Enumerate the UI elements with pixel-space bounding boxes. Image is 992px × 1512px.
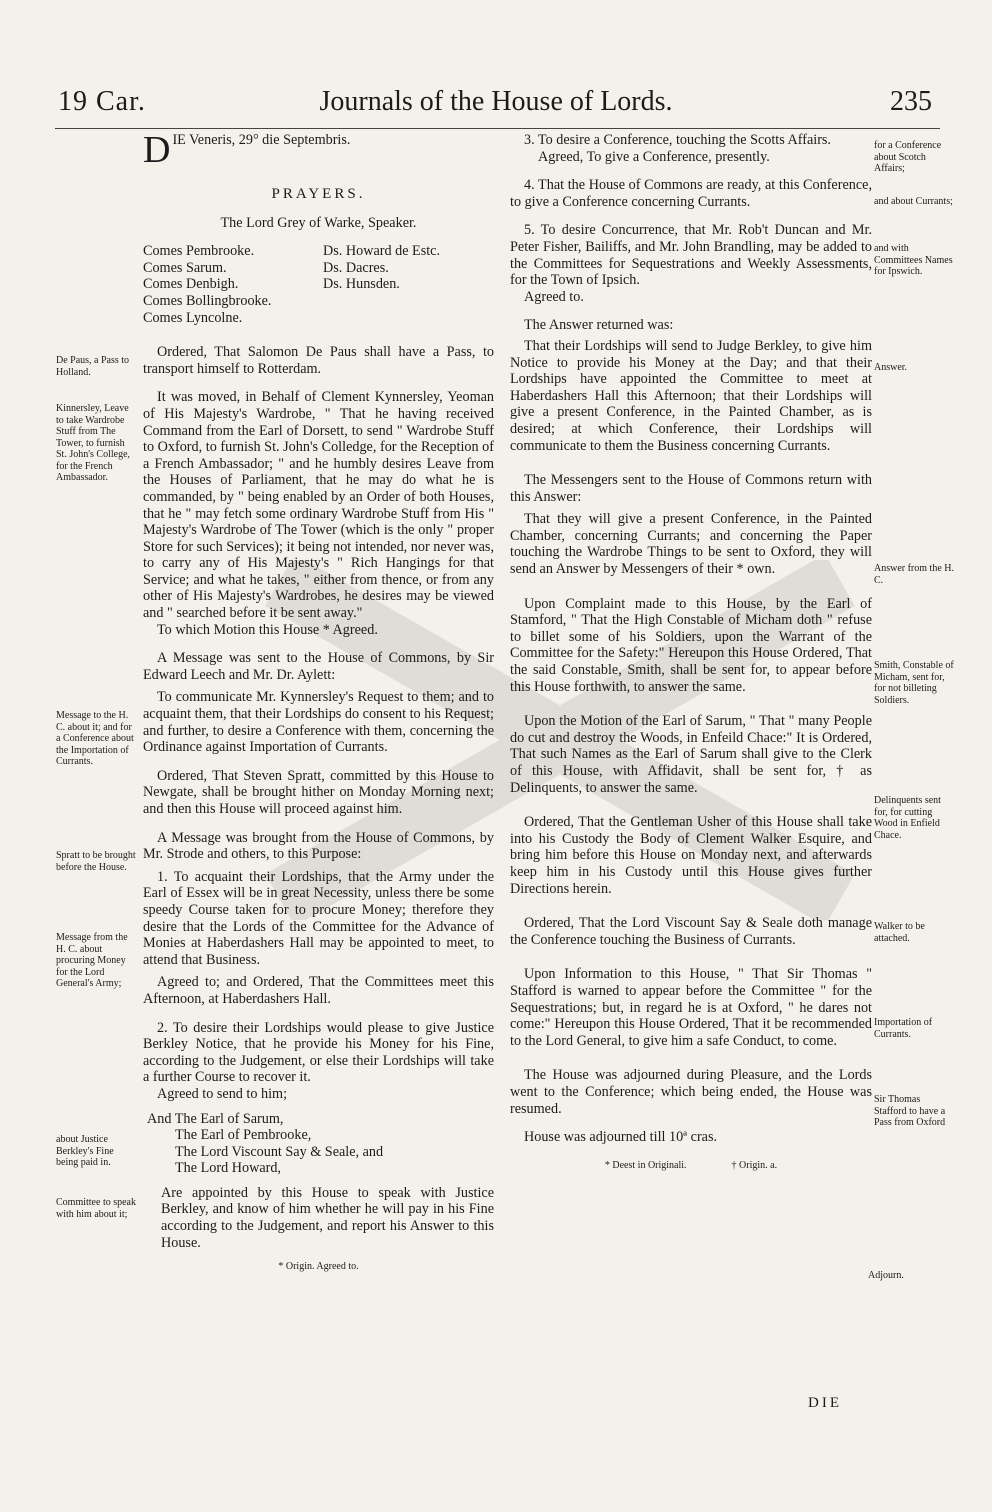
- paragraph: The Answer returned was:: [524, 317, 674, 334]
- paragraph: Upon the Motion of the Earl of Sarum, " That " many People do cut and destroy the Woods, in Enfeild Chace:" It is Ordered, That such Names as the Earl of Sarum shall give to the Clerk of this House, with Affidavit, shall be sent for, † as Delinquents, to answer the same.: [510, 713, 872, 796]
- peer-name: Comes Denbigh.: [143, 276, 239, 293]
- margin-note: Committee to speak with him about it;: [56, 1197, 136, 1220]
- margin-note: Message from the H. C. about procuring Money for the Lord General's Army;: [56, 932, 128, 989]
- drop-cap: D: [143, 129, 171, 171]
- paragraph: It was moved, in Behalf of Clement Kynnersley, Yeoman of His Majesty's Wardrobe, " That he having received Command from the Earl of Dorsett, to send " Wardrobe Stuff to Oxford, to furnish St. John's Colledge, for the Reception of a French Ambassador; " and he humbly desires Leave from the Houses of Parliament, that he may do what he is commanded, by " being enabled by an Order of both Houses, that he " may fetch some ordinary Wardrobe Stuff from His " Majesty's Wardrobe of The Tower (which is the only " proper Store for such Services); it being not intended, nor never was, to carry any of His Majesty's " Rich Hangings for that Service; and what he takes, " either from thence, or from any other of His Majesty's Wardrobes, he desires may be viewed and " searched before it be sent away.": [143, 389, 494, 622]
- committee-list: [143, 1111, 494, 1177]
- paragraph: Upon Information to this House, " That Sir Thomas " Stafford is warned to appear before the Committee " for the Sequestrations; but, in regard he is at Oxford, " he dares not come:" Hereupon this House Ordered, That it be recommended to the Lord General, to give him a safe Conduct, to come.: [510, 966, 872, 1049]
- peer-name: Comes Pembrooke.: [143, 243, 255, 260]
- footnote: * Origin. Agreed to.: [278, 1261, 359, 1273]
- peer-name: Ds. Dacres.: [323, 259, 389, 276]
- margin-note: and with Committees Names for Ipswich.: [874, 243, 953, 277]
- margin-note: Message to the H. C. about it; and for a Conference about the Importation of Currants.: [56, 710, 134, 767]
- paragraph: 3. To desire a Conference, touching the Scotts Affairs.: [524, 132, 831, 148]
- margin-note: Importation of Currants.: [874, 1017, 933, 1040]
- left-column: [143, 129, 494, 1276]
- paragraph: Ordered, That Steven Spratt, committed by this House to Newgate, shall be brought hither on Monday Morning next; and then this House will proceed against him.: [143, 767, 494, 817]
- paragraph: The Messengers sent to the House of Commons return with this Answer:: [510, 472, 872, 505]
- paragraph: A Message was sent to the House of Commons, by Sir Edward Leech and Mr. Dr. Aylett:: [143, 650, 494, 683]
- paragraph: Ordered, That Salomon De Paus shall have a Pass, to transport himself to Rotterdam.: [143, 344, 494, 377]
- peer-name: Comes Lyncolne.: [143, 309, 243, 326]
- paragraph: Ordered, That the Lord Viscount Say & Seale doth manage the Conference touching the Business of Currants.: [510, 915, 872, 948]
- paragraph: The House was adjourned during Pleasure, and the Lords went to the Conference; which being ended, the House was resumed.: [510, 1067, 872, 1117]
- footnote: * Deest in Originali.: [604, 1159, 687, 1171]
- page-number: 235: [890, 86, 932, 117]
- paragraph: 5. To desire Concurrence, that Mr. Rob't Duncan and Mr. Peter Fisher, Bailiffs, and Mr. John Brandling, may be added to the Committees for Sequestrations and Weekly Assessments, for the Town of Ipsich.: [510, 222, 872, 289]
- paragraph: To which Motion this House * Agreed.: [157, 621, 378, 638]
- paragraph: 4. That the House of Commons are ready, at this Conference, to give a Conference concerning Currants.: [510, 177, 872, 210]
- header-title: Journals of the House of Lords.: [319, 86, 673, 117]
- committee-member: The Lord Howard,: [175, 1160, 281, 1177]
- paragraph: Agreed to.: [524, 288, 584, 305]
- committee-member: The Lord Viscount Say & Seale, and: [175, 1143, 384, 1160]
- paragraph: 1. To acquaint their Lordships, that the Army under the Earl of Essex will be in great Necessity, unless there be some speedy Course taken for to procure Money; therefore they desire that the Lords of the Committee for the Advance of Monies at Haberdashers Hall may be appointed to meet, to attend that Business.: [143, 868, 494, 968]
- margin-note: and about Currants;: [874, 196, 953, 207]
- paragraph: Upon Complaint made to this House, by the Earl of Stamford, " That the High Constable of Micham doth " refuse to billet some of his Soldiers, upon the Warrant of the Committee for the Safety:" Hereupon this House Ordered, That the said Constable, Smith, shall be sent for, to appear before this House forthwith, to answer the same.: [510, 595, 872, 695]
- paragraph: Are appointed by this House to speak with Justice Berkley, and know of him whether he will pay in his Fine according to the Judgement, and report his Answer to this House.: [161, 1184, 494, 1251]
- peer-name: Ds. Hunsden.: [323, 276, 400, 293]
- paragraph: Agreed, To give a Conference, presently.: [538, 148, 770, 165]
- date-line: DIE Veneris, 29° die Septembris.: [143, 129, 351, 171]
- margin-note: Spratt to be brought before the House.: [56, 850, 136, 873]
- margin-note: Walker to be attached.: [874, 921, 925, 944]
- margin-note: Answer.: [874, 362, 908, 373]
- footnote: † Origin. a.: [731, 1159, 778, 1171]
- margin-note: for a Conference about Scotch Affairs;: [874, 140, 942, 174]
- paragraph: To communicate Mr. Kynnersley's Request to them; and to acquaint them, that their Lordships do consent to his Request; and further, to desire a Conference with them, concerning the Ordinance against Importation of Currants.: [143, 689, 494, 756]
- paragraph: A Message was brought from the House of Commons, by Mr. Strode and others, to this Purpose:: [143, 829, 494, 863]
- margin-note: about Justice Berkley's Fine being paid in.: [56, 1134, 114, 1168]
- paragraph: Ordered, That the Gentleman Usher of this House shall take into his Custody the Body of Clement Walker Esquire, and bring him before this House on Monday next, and afterwards keep him in his Custody until this House gives further Directions herein.: [510, 814, 872, 897]
- footnotes: [510, 1158, 872, 1175]
- attendance-list: [143, 243, 494, 326]
- margin-note: De Paus, a Pass to Holland.: [56, 355, 130, 378]
- speaker-line: The Lord Grey of Warke, Speaker.: [220, 214, 417, 231]
- prayers-heading: PRAYERS.: [271, 186, 366, 202]
- paragraph: 2. To desire their Lordships would please to give Justice Berkley Notice, that he provide his Money for his Fine, according to the Judgement, or else their Lordships will take a further Course to recover it.: [143, 1019, 494, 1086]
- paragraph: Agreed to; and Ordered, That the Committees meet this Afternoon, at Haberdashers Hall.: [143, 974, 494, 1007]
- paragraph: Agreed to send to him;: [157, 1085, 288, 1102]
- running-header: [0, 86, 992, 126]
- peer-name: Comes Sarum.: [143, 259, 227, 276]
- margin-note: Answer from the H. C.: [874, 563, 954, 586]
- paragraph: That their Lordships will send to Judge Berkley, to give him Notice to provide his Money at the Day; and that their Lordships have appointed the Committee to meet at Haberdashers Hall this Afternoon; that their Lordships will give a present Conference, in the Painted Chamber, as is desired; at which Conference, their Lordships will communicate to them the Business concerning Currants.: [510, 337, 872, 454]
- committee-member: And The Earl of Sarum,: [147, 1110, 284, 1127]
- peer-name: Ds. Howard de Estc.: [323, 243, 441, 260]
- margin-note: Adjourn.: [868, 1270, 904, 1281]
- margin-note: Delinquents sent for, for cutting Wood in Enfield Chace.: [874, 795, 941, 841]
- paragraph: That they will give a present Conference, in the Painted Chamber, concerning Currants; and concerning the Paper touching the Wardrobe Things to be sent to Oxford, they will send an Answer by Messengers of their * own.: [510, 511, 872, 578]
- margin-note: Smith, Constable of Micham, sent for, for not billeting Soldiers.: [874, 660, 954, 706]
- header-rule: [55, 128, 940, 129]
- peer-name: Comes Bollingbrooke.: [143, 292, 272, 309]
- header-left: 19 Car.: [58, 86, 146, 117]
- right-column: [510, 132, 872, 1174]
- committee-member: The Earl of Pembrooke,: [175, 1127, 312, 1144]
- margin-note: Sir Thomas Stafford to have a Pass from Oxford: [874, 1094, 946, 1128]
- paragraph: House was adjourned till 10ª cras.: [524, 1129, 718, 1146]
- catchword: DIE: [808, 1395, 842, 1411]
- margin-note: Kinnersley, Leave to take Wardrobe Stuff from The Tower, to furnish St. John's College, for the French Ambassador.: [56, 403, 131, 483]
